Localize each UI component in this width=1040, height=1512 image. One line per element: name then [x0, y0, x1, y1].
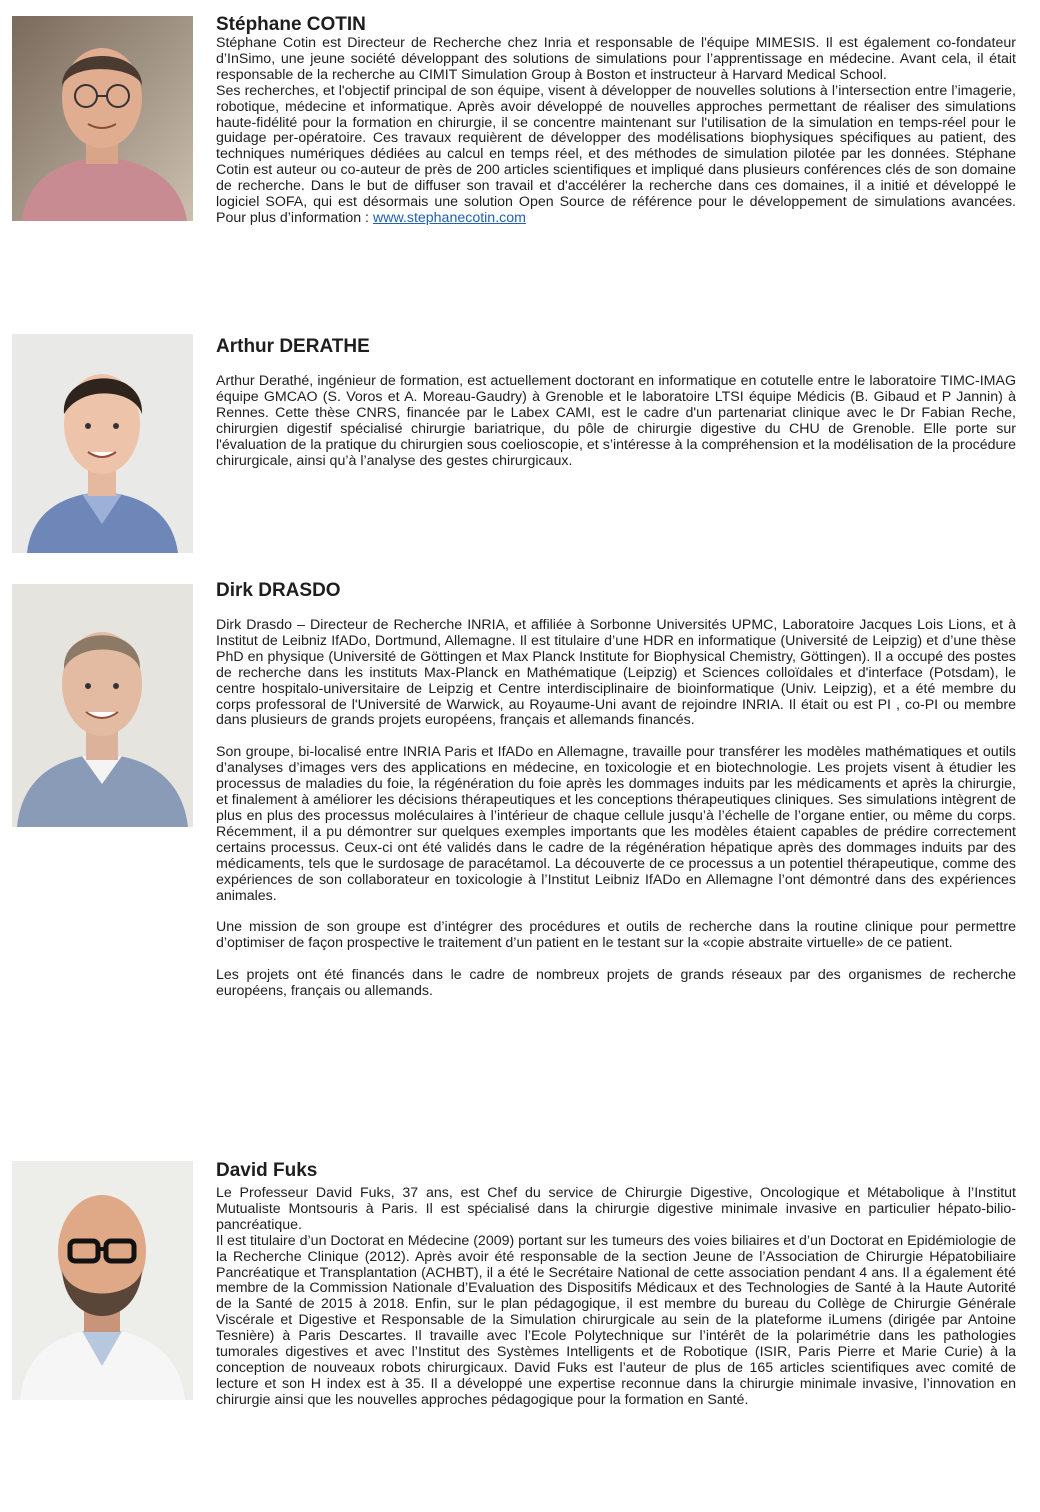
person-name: Dirk DRASDO [216, 580, 341, 601]
bio-paragraph: Ses recherches, et l'objectif principal de son équipe, visent à développer de nouvelles solutions à l’intersection entre l’imagerie, robotique, médecine et informatique. Après avoir développé de nouvelles approches permettant de réaliser des simulations haute-fidélité pour la formation en chirurgie, il se concentre maintenant sur l'utilisation de la simulation en temps-réel pour le guidage per-opératoire. Ces travaux requièrent de développer des modélisations biophysiques spécifiques au patient, des techniques numériques dédiées au calcul en temps réel, et des méthodes de simulation pilotée par les données. Stéphane Cotin est auteur ou co-auteur de près de 200 articles scientifiques et impliqué dans plusieurs conférences clés de son domaine de recherche. Dans le but de diffuser son travail et d'accélérer la recherche dans ces domaines, il a initié et développé le logiciel SOFA, qui est désormais une solution Open Source de référence pour le développement de simulations avancées. Pour plus d’information : www.stephanecotin.com [216, 82, 1016, 226]
bio-paragraph: Une mission de son groupe est d’intégrer des procédures et outils de recherche dans la routine clinique pour permettre d’optimiser de façon prospective le traitement d’un patient en le testant sur la «copie abstraite virtuelle» de ce patient. [216, 919, 1016, 952]
bio-stephane-cotin [216, 14, 1016, 227]
bio-paragraph: Dirk Drasdo – Directeur de Recherche INRIA, et affiliée à Sorbonne Universités UPMC, Laboratoire Jacques Lois Lions, et à Institut de Leibniz IfADo, Dortmund, Allemagne. Il est titulaire d’une HDR en informatique (Université de Leipzig) et d’une thèse PhD en physique (Université de Göttingen et Max Planck Institute for Biophysical Chemistry, Göttingen). Il a occupé des postes de recherche dans les instituts Max-Planck en Mathématique (Leipzig) et Sciences colloïdales et d'interface (Potsdam), le centre hospitalo-universitaire de Leipzig et Centre interdisciplinaire de bioinformatique (Univ. Leipzig), et a été membre du corps professoral de l'Université de Warwick, au Royaume-Uni avant de rejoindre INRIA. Il était ou est PI , co-PI ou membre dans plusieurs de grands projets européens, français et allemands financés. [216, 617, 1016, 729]
bio-david-fuks [216, 1160, 1016, 1409]
bio-arthur-derathe [216, 336, 1016, 469]
photo-dirk-drasdo [12, 584, 193, 827]
bio-paragraph: Son groupe, bi-localisé entre INRIA Paris et IfADo en Allemagne, travaille pour transférer les modèles mathématiques et outils d’analyses d’images vers des applications en médecine, en toxicologie et en biotechnologie. Les projets visent à étudier les processus de maladies du foie, la régénération du foie après les dommages induits par les médicaments et après la chirurgie, et finalement à améliorer les décisions thérapeutiques et les conceptions thérapeutiques cliniques. Ses simulations intègrent de plus en plus des processus moléculaires à l’intérieur de chaque cellule jusqu’à l’échelle de l’organe entier, ou même du corps. Récemment, il a pu démontrer sur quelques exemples importants que les modèles étaient capables de prédire correctement certains processus. Ceux-ci ont été validés dans le cadre de la régénération hépatique après des dommages induits par des médicaments, tels que le surdosage de paracétamol. La découverte de ce processus a un potentiel thérapeutique, comme des expériences de son collaborateur en toxicologie à l’Institut Leibniz IfADo en Allemagne l’ont démontré dans des expériences animales. [216, 744, 1016, 904]
bio-paragraph: Stéphane Cotin est Directeur de Recherche chez Inria et responsable de l'équipe MIMESIS. Il est également co-fondateur d’InSimo, une jeune société développant des solutions de simulations pour l’apprentissage en médecine. Avant cela, il était responsable de la recherche au CIMIT Simulation Group à Boston et instructeur à Harvard Medical School. [216, 35, 1016, 83]
bio-dirk-drasdo [216, 580, 1016, 1000]
bio-paragraph: Les projets ont été financés dans le cadre de nombreux projets de grands réseaux par des organismes de recherche européens, français ou allemands. [216, 967, 1016, 1000]
bio-paragraph: Le Professeur David Fuks, 37 ans, est Chef du service de Chirurgie Digestive, Oncologique et Métabolique à l’Institut Mutualiste Montsouris à Paris. Il est spécialisé dans la chirurgie digestive minimale invasive en particulier hépato-bilio-pancréatique. [216, 1185, 1016, 1233]
person-name: Stéphane COTIN [216, 14, 366, 35]
website-link[interactable]: www.stephanecotin.com [372, 209, 526, 226]
person-name: David Fuks [216, 1160, 318, 1181]
person-name: Arthur DERATHE [216, 336, 370, 357]
photo-arthur-derathe [12, 334, 193, 553]
bio-paragraph: Il est titulaire d’un Doctorat en Médecine (2009) portant sur les tumeurs des voies biliaires et d’un Doctorat en Epidémiologie de la Recherche Clinique (2012). Après avoir été responsable de la section Jeune de l’Association de Chirurgie Hépatobiliaire Pancréatique et Transplantation (ACHBT), il a été le Secrétaire National de cette association pendant 4 ans. Il a également été membre de la Commission Nationale d’Evaluation des Dispositifs Médicaux et des Technologies de Santé à la Haute Autorité de la Santé de 2015 à 2018. Enfin, sur le plan pédagogique, il est membre du bureau du Collège de Chirurgie Générale Viscérale et Digestive et Responsable de la Simulation chirurgicale au sein de la plateforme iLumens (dirigée par Antoine Tesnière) à Paris Descartes. Il travaille avec l’Ecole Polytechnique sur l’intérêt de la polarimétrie dans les pathologies tumorales digestives et avec l’Institut des Systèmes Intelligents et de Robotique (ISIR, Paris Pierre et Marie Curie) à la conception de nouveaux robots chirurgicaux. David Fuks est l’auteur de plus de 165 articles scientifiques avec comité de lecture et son H index est à 35. Il a développé une expertise reconnue dans la chirurgie minimale invasive, l’innovation en chirurgie ainsi que les nouvelles approches pédagogique pour la formation en Santé. [216, 1232, 1016, 1408]
photo-stephane-cotin [12, 16, 193, 221]
bio-paragraph: Arthur Derathé, ingénieur de formation, est actuellement doctorant en informatique en cotutelle entre le laboratoire TIMC-IMAG équipe GMCAO (S. Voros et A. Moreau-Gaudry) à Grenoble et le laboratoire LTSI équipe Médicis (B. Gibaud et P Jannin) à Rennes. Cette thèse CNRS, financée par le Labex CAMI, est le cadre d'un partenariat clinique avec le Dr Fabian Reche, chirurgien digestif spécialisé chirurgie bariatrique, du pôle de chirurgie digestive du CHU de Grenoble. Elle porte sur l'évaluation de la pratique du chirurgien sous coelioscopie, et s’intéresse à la compréhension et la modélisation de la procédure chirurgicale, ainsi qu’à l’analyse des gestes chirurgicaux. [216, 373, 1016, 469]
photo-david-fuks [12, 1161, 193, 1400]
